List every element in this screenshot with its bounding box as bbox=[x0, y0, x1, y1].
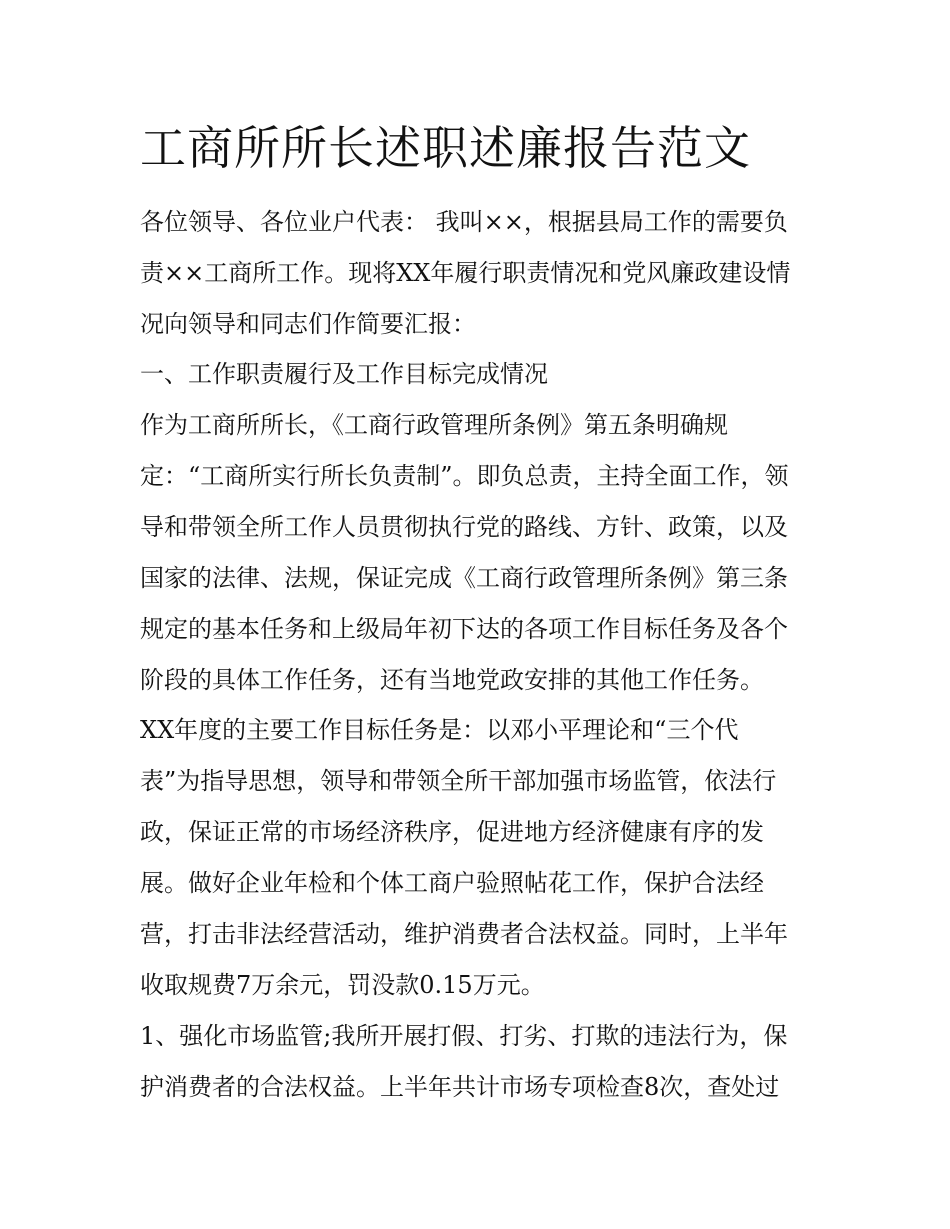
paragraph-line: 营，打击非法经营活动，维护消费者合法权益。同时，上半年 bbox=[140, 920, 788, 948]
paragraph-line: 政，保证正常的市场经济秩序，促进地方经济健康有序的发 bbox=[140, 818, 764, 846]
paragraph-line: 1、强化市场监管;我所开展打假、打劣、打欺的违法行为，保 bbox=[140, 1022, 788, 1050]
paragraph-line: 国家的法律、法规，保证完成《工商行政管理所条例》第三条 bbox=[140, 564, 788, 592]
paragraph-line: 表”为指导思想，领导和带领全所干部加强市场监管，依法行 bbox=[140, 767, 777, 795]
paragraph-line: 护消费者的合法权益。上半年共计市场专项检查8次，查处过 bbox=[140, 1073, 780, 1101]
paragraph-line: 各位领导、各位业户代表： 我叫××，根据县局工作的需要负 bbox=[140, 208, 788, 236]
paragraph-line: 况向领导和同志们作简要汇报： bbox=[140, 310, 476, 338]
paragraph-line: XX年度的主要工作目标任务是：以邓小平理论和“三个代 bbox=[140, 716, 739, 744]
section-heading: 一、工作职责履行及工作目标完成情况 bbox=[140, 360, 548, 388]
document-title: 工商所所长述职述廉报告范文 bbox=[140, 121, 751, 175]
paragraph-line: 定：“工商所实行所长负责制”。即负总责，主持全面工作，领 bbox=[140, 462, 789, 490]
paragraph-line: 展。做好企业年检和个体工商户验照帖花工作，保护合法经 bbox=[140, 869, 764, 897]
paragraph-line: 阶段的具体工作任务，还有当地党政安排的其他工作任务。 bbox=[140, 666, 764, 694]
paragraph-line: 责××工商所工作。现将XX年履行职责情况和党风廉政建设情 bbox=[140, 259, 791, 287]
paragraph-line: 规定的基本任务和上级局年初下达的各项工作目标任务及各个 bbox=[140, 615, 788, 643]
paragraph-line: 导和带领全所工作人员贯彻执行党的路线、方针、政策，以及 bbox=[140, 513, 788, 541]
paragraph-line: 作为工商所所长，《工商行政管理所条例》第五条明确规 bbox=[140, 411, 728, 439]
paragraph-line: 收取规费7万余元，罚没款0.15万元。 bbox=[140, 971, 545, 999]
